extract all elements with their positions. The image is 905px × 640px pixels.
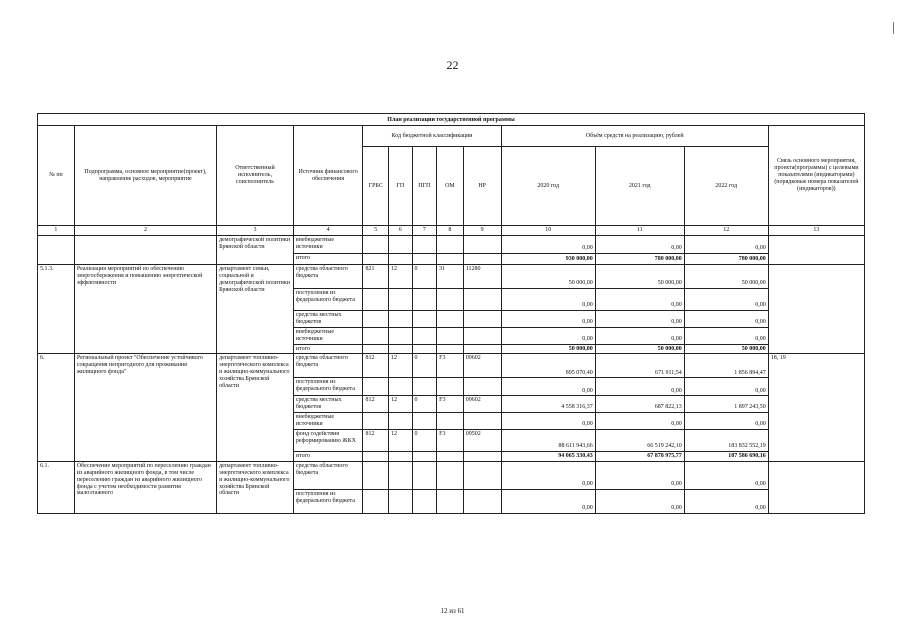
header-2022: 2022 год [684, 147, 768, 226]
row-value-2020: 895 070,40 [501, 354, 595, 378]
row-grbs [363, 489, 389, 513]
table-row [38, 461, 865, 489]
row-nr [463, 344, 501, 354]
row-value-2021: 0,00 [595, 327, 684, 344]
row-source: внебюджетные источники [293, 327, 363, 344]
row-om [437, 289, 464, 311]
row-gp: 12 [389, 396, 413, 413]
row-executor: демографической политики Брянской области [217, 236, 294, 265]
row-grbs: 812 [363, 430, 389, 452]
row-value-2021: 671 911,54 [595, 354, 684, 378]
row-number: 6.1. [38, 461, 75, 513]
row-grbs [363, 461, 389, 489]
row-om [437, 236, 464, 254]
row-om [437, 461, 464, 489]
row-value-2020: 930 000,00 [501, 254, 595, 265]
header-2021: 2021 год [595, 147, 684, 226]
row-source: средства областного бюджета [293, 354, 363, 378]
row-value-2022: 0,00 [684, 327, 768, 344]
column-number: 11 [595, 226, 684, 236]
row-value-2022: 0,00 [684, 378, 768, 396]
row-link [768, 265, 864, 354]
header-gp: ГП [389, 147, 413, 226]
row-pgp [412, 413, 437, 430]
row-value-2021: 0,00 [595, 489, 684, 513]
row-nr [463, 327, 501, 344]
row-name: Обеспечение мероприятий по переселению граждан из аварийного жилищного фонда, в том числе переселению граждан из аварийного жилищного фонда с учетом необходимости развития малоэтажного [74, 461, 216, 513]
row-value-2022: 50 000,00 [684, 265, 768, 289]
row-grbs [363, 378, 389, 396]
row-value-2021: 0,00 [595, 236, 684, 254]
row-grbs [363, 254, 389, 265]
header-om: ОМ [437, 147, 464, 226]
row-name: Региональный проект "Обеспечение устойчивого сокращения непригодного для проживания жилищного фонда" [74, 354, 216, 461]
row-om [437, 327, 464, 344]
row-value-2020: 0,00 [501, 289, 595, 311]
row-pgp [412, 289, 437, 311]
row-grbs [363, 289, 389, 311]
row-number: 5.1.3. [38, 265, 75, 354]
row-link: 18, 19 [768, 354, 864, 461]
row-value-2022: 50 000,00 [684, 344, 768, 354]
row-value-2020: 0,00 [501, 236, 595, 254]
row-value-2020: 88 611 943,66 [501, 430, 595, 452]
row-grbs: 821 [363, 265, 389, 289]
row-pgp [412, 378, 437, 396]
row-gp: 12 [389, 354, 413, 378]
table-title: План реализации государственной программы [37, 113, 865, 126]
row-source: поступления из федерального бюджета [293, 489, 363, 513]
row-value-2022: 1 856 894,47 [684, 354, 768, 378]
header-code-group: Код бюджетной классификации [363, 126, 501, 147]
row-value-2022: 0,00 [684, 413, 768, 430]
row-value-2020: 50 000,00 [501, 265, 595, 289]
row-link [768, 236, 864, 265]
row-nr: 09502 [463, 430, 501, 452]
header-executor: Ответственный исполнитель, соисполнитель [217, 126, 294, 226]
row-pgp [412, 461, 437, 489]
row-source: внебюджетные источники [293, 413, 363, 430]
column-number: 8 [437, 226, 464, 236]
row-pgp [412, 344, 437, 354]
row-pgp [412, 489, 437, 513]
row-nr [463, 378, 501, 396]
column-number: 12 [684, 226, 768, 236]
row-number: 6. [38, 354, 75, 461]
header-pgp: ПГП [412, 147, 437, 226]
table-row [38, 265, 865, 289]
row-pgp: 0 [412, 265, 437, 289]
header-num: № пп [38, 126, 75, 226]
row-grbs [363, 311, 389, 328]
row-nr: 09602 [463, 396, 501, 413]
row-source: внебюджетные источники [293, 236, 363, 254]
column-number: 6 [389, 226, 413, 236]
column-number: 10 [501, 226, 595, 236]
row-link [768, 461, 864, 513]
row-value-2021: 0,00 [595, 413, 684, 430]
row-pgp: 0 [412, 430, 437, 452]
row-source: поступления из федерального бюджета [293, 289, 363, 311]
row-nr [463, 289, 501, 311]
row-executor: департамент семьи, социальной и демографической политики Брянской области [217, 265, 294, 354]
row-om: F3 [437, 396, 464, 413]
row-source: итого [293, 452, 363, 462]
row-om [437, 452, 464, 462]
row-value-2022: 183 832 552,19 [684, 430, 768, 452]
row-om [437, 413, 464, 430]
row-value-2020: 0,00 [501, 489, 595, 513]
row-value-2020: 50 000,00 [501, 344, 595, 354]
header-name: Подпрограмма, основное мероприятие(проект), направление расходов, мероприятие [74, 126, 216, 226]
header-volume-group: Объём средств на реализацию, рублей [501, 126, 768, 147]
row-value-2022: 187 586 690,16 [684, 452, 768, 462]
row-value-2020: 0,00 [501, 327, 595, 344]
column-number: 3 [217, 226, 294, 236]
row-source: средства местных бюджетов [293, 396, 363, 413]
row-executor: департамент топливно-энергетического комплекса и жилищно-коммунального хозяйства Брянской области [217, 354, 294, 461]
column-number: 9 [463, 226, 501, 236]
margin-mark [893, 22, 894, 34]
page-number: 22 [446, 58, 459, 72]
row-om [437, 311, 464, 328]
column-number: 2 [74, 226, 216, 236]
row-om [437, 344, 464, 354]
row-pgp: 0 [412, 354, 437, 378]
row-om: 31 [437, 265, 464, 289]
row-value-2021: 0,00 [595, 378, 684, 396]
row-gp: 12 [389, 265, 413, 289]
page-footer: 12 из 61 [440, 607, 465, 615]
row-grbs [363, 452, 389, 462]
column-number: 7 [412, 226, 437, 236]
header-grbs: ГРБС [363, 147, 389, 226]
row-grbs [363, 344, 389, 354]
row-gp [389, 413, 413, 430]
row-value-2020: 94 065 330,43 [501, 452, 595, 462]
row-value-2022: 780 000,00 [684, 254, 768, 265]
row-value-2021: 0,00 [595, 311, 684, 328]
row-source: средства областного бюджета [293, 265, 363, 289]
row-source: итого [293, 344, 363, 354]
row-om: F3 [437, 354, 464, 378]
row-gp [389, 461, 413, 489]
row-value-2022: 0,00 [684, 461, 768, 489]
row-value-2020: 0,00 [501, 311, 595, 328]
row-nr [463, 254, 501, 265]
row-gp: 12 [389, 430, 413, 452]
row-gp [389, 344, 413, 354]
table-row [38, 354, 865, 378]
row-value-2022: 0,00 [684, 289, 768, 311]
row-value-2021: 67 878 975,77 [595, 452, 684, 462]
row-source: фонд содействия реформированию ЖКХ [293, 430, 363, 452]
row-executor: департамент топливно-энергетического комплекса и жилищно-коммунального хозяйства Брянской области [217, 461, 294, 513]
row-pgp [412, 254, 437, 265]
row-grbs [363, 327, 389, 344]
row-value-2022: 1 897 243,50 [684, 396, 768, 413]
row-pgp [412, 311, 437, 328]
row-value-2020: 0,00 [501, 378, 595, 396]
header-link: Связь основного мероприятия, проекта(программы) с целевыми показателями (индикаторами) (порядковые номера показателей (индикаторов)) [768, 126, 864, 226]
row-gp [389, 254, 413, 265]
row-nr [463, 236, 501, 254]
row-nr [463, 413, 501, 430]
row-value-2021: 66 519 242,10 [595, 430, 684, 452]
row-pgp [412, 327, 437, 344]
row-grbs: 812 [363, 396, 389, 413]
row-om [437, 254, 464, 265]
row-nr: 09602 [463, 354, 501, 378]
row-value-2022: 0,00 [684, 236, 768, 254]
row-value-2020: 4 558 316,37 [501, 396, 595, 413]
row-source: итого [293, 254, 363, 265]
column-number: 5 [363, 226, 389, 236]
row-gp [389, 311, 413, 328]
header-source: Источник финансового обеспечения [293, 126, 363, 226]
row-nr [463, 452, 501, 462]
header-2020: 2020 год [501, 147, 595, 226]
row-value-2021: 687 822,13 [595, 396, 684, 413]
column-number: 13 [768, 226, 864, 236]
row-gp [389, 327, 413, 344]
row-value-2021: 0,00 [595, 289, 684, 311]
row-name [74, 236, 216, 265]
row-gp [389, 289, 413, 311]
row-nr: 11280 [463, 265, 501, 289]
column-number-row [38, 226, 865, 236]
row-nr [463, 489, 501, 513]
plan-table [37, 125, 865, 514]
row-number [38, 236, 75, 265]
row-value-2020: 0,00 [501, 461, 595, 489]
row-gp [389, 452, 413, 462]
row-pgp [412, 452, 437, 462]
row-grbs: 812 [363, 354, 389, 378]
row-gp [389, 236, 413, 254]
row-gp [389, 378, 413, 396]
row-pgp: 0 [412, 396, 437, 413]
row-value-2020: 0,00 [501, 413, 595, 430]
row-nr [463, 311, 501, 328]
header-nr: НР [463, 147, 501, 226]
column-number: 1 [38, 226, 75, 236]
row-value-2022: 0,00 [684, 489, 768, 513]
row-grbs [363, 236, 389, 254]
row-gp [389, 489, 413, 513]
row-pgp [412, 236, 437, 254]
row-source: поступления из федерального бюджета [293, 378, 363, 396]
row-grbs [363, 413, 389, 430]
row-om [437, 378, 464, 396]
row-value-2022: 0,00 [684, 311, 768, 328]
row-value-2021: 50 000,00 [595, 265, 684, 289]
row-source: средства областного бюджета [293, 461, 363, 489]
row-value-2021: 0,00 [595, 461, 684, 489]
table-row [38, 236, 865, 254]
row-source: средства местных бюджетов [293, 311, 363, 328]
row-nr [463, 461, 501, 489]
row-value-2021: 50 000,00 [595, 344, 684, 354]
row-name: Реализация мероприятий по обеспечению энергосбережения и повышению энергетической эффективности [74, 265, 216, 354]
row-om: F3 [437, 430, 464, 452]
row-value-2021: 780 000,00 [595, 254, 684, 265]
column-number: 4 [293, 226, 363, 236]
row-om [437, 489, 464, 513]
